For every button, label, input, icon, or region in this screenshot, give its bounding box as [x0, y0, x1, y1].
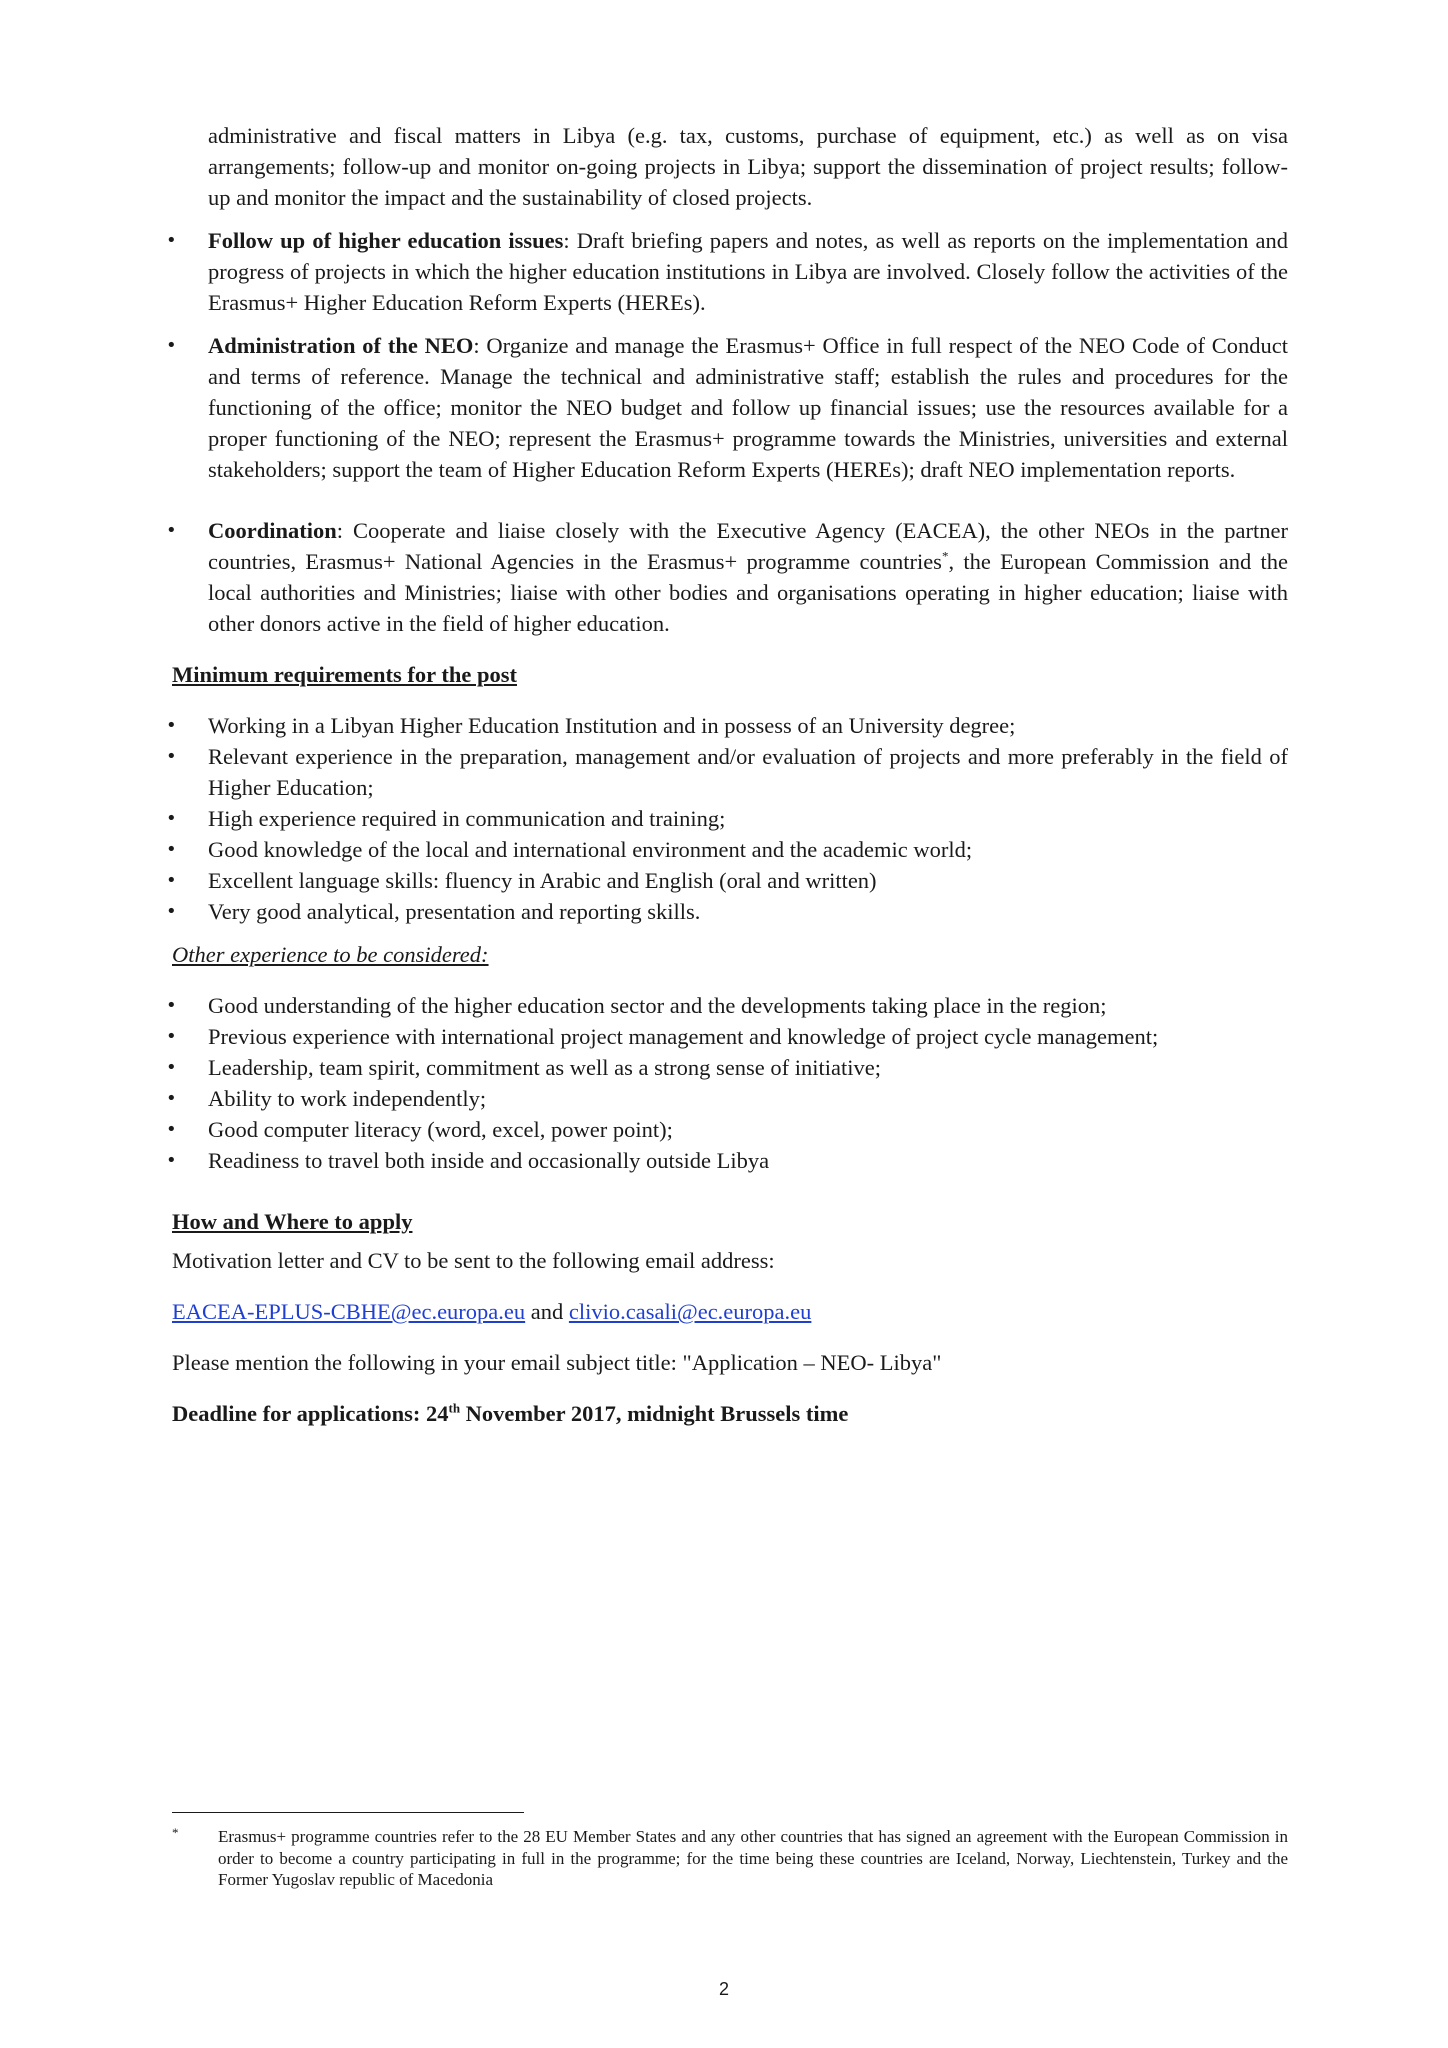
footnote	[172, 1826, 1288, 1891]
duty-text: Cooperate and liaise closely with the Executive Agency (EACEA), the other NEOs in the partner countries, Erasmus+ National Agencies in the Erasmus+ programme countries	[208, 518, 1288, 574]
list-item: • Good computer literacy (word, excel, power point);	[172, 1114, 1288, 1145]
min-requirements-heading: Minimum requirements for the post	[172, 662, 517, 687]
list-item: • Readiness to travel both inside and occasionally outside Libya	[172, 1145, 1288, 1176]
footnote-text: Erasmus+ programme countries refer to the 28 EU Member States and any other countries that has signed an agreement with the European Commission in order to become a country participating in full in the programme; for the time being these countries are Iceland, Norway, Liechtenstein, Turkey and the Former Yugoslav republic of Macedonia	[218, 1827, 1288, 1889]
list-item: • Good knowledge of the local and international environment and the academic world;	[172, 834, 1288, 865]
duty-text: Draft briefing papers and notes, as well as reports on the implementation and progress of projects in which the higher education institutions in Libya are involved. Closely follow the activities of the Erasmus+ Higher Education Reform Experts (HEREs).	[208, 228, 1288, 315]
footnote-mark: *	[172, 1825, 179, 1840]
footnote-reference: *	[941, 548, 949, 564]
list-item: • Ability to work independently;	[172, 1083, 1288, 1114]
list-item: • Relevant experience in the preparation, management and/or evaluation of projects and more preferably in the field of Higher Education;	[172, 741, 1288, 803]
min-requirements-list	[172, 710, 1288, 927]
email-link-eacea[interactable]: EACEA-EPLUS-CBHE@ec.europa.eu	[172, 1299, 526, 1324]
other-experience-heading: Other experience to be considered:	[172, 942, 489, 967]
list-item: • Excellent language skills: fluency in Arabic and English (oral and written)	[172, 865, 1288, 896]
list-item: • Very good analytical, presentation and reporting skills.	[172, 896, 1288, 927]
duty-item: • Follow up of higher education issues: Draft briefing papers and notes, as well as reports on the implementation and progress of projects in which the higher education institutions in Libya are involved. Closely follow the activities of the Erasmus+ Higher Education Reform Experts (HEREs).	[172, 225, 1288, 318]
email-link-casali[interactable]: clivio.casali@ec.europa.eu	[568, 1299, 812, 1324]
list-item: • Previous experience with international project management and knowledge of project cycle management;	[172, 1021, 1288, 1052]
other-experience-list	[172, 990, 1288, 1176]
page-number: 2	[718, 1979, 729, 1999]
apply-heading: How and Where to apply	[172, 1209, 413, 1234]
duty-title: Coordination	[208, 518, 337, 543]
list-item: • High experience required in communication and training;	[172, 803, 1288, 834]
duty-title: Administration of the NEO	[208, 333, 474, 358]
duty-item: • Administration of the NEO: Organize and manage the Erasmus+ Office in full respect of the NEO Code of Conduct and terms of reference. Manage the technical and administrative staff; establish the rules and procedures for the functioning of the office; monitor the NEO budget and follow up financial issues; use the resources available for a proper functioning of the NEO; represent the Erasmus+ programme towards the Ministries, universities and external stakeholders; support the team of Higher Education Reform Experts (HEREs); draft NEO implementation reports.	[172, 330, 1288, 485]
intro-continuation: administrative and fiscal matters in Libya (e.g. tax, customs, purchase of equipment, etc.) as well as on visa arrangements; follow-up and monitor on-going projects in Libya; support the dissemination of project results; follow-up and monitor the impact and the sustainability of closed projects.	[208, 123, 1288, 210]
apply-intro: Motivation letter and CV to be sent to the following email address:	[172, 1248, 775, 1273]
list-item: • Good understanding of the higher education sector and the developments taking place in the region;	[172, 990, 1288, 1021]
duty-text: Organize and manage the Erasmus+ Office in full respect of the NEO Code of Conduct and terms of reference. Manage the technical and administrative staff; establish the rules and procedures for the functioning of the office; monitor the NEO budget and follow up financial issues; use the resources available for a proper functioning of the NEO; represent the Erasmus+ programme towards the Ministries, universities and external stakeholders; support the team of Higher Education Reform Experts (HEREs); draft NEO implementation reports.	[208, 333, 1288, 482]
deadline: Deadline for applications: 24th November 2017, midnight Brussels time	[172, 1400, 849, 1426]
duty-text: , the European Commission and the local authorities and Ministries; liaise with other bodies and organisations operating in higher education; liaise with other donors active in the field of higher education.	[208, 549, 1289, 636]
list-item: • Working in a Libyan Higher Education Institution and in possess of an University degree;	[172, 710, 1288, 741]
footnote-separator	[172, 1812, 524, 1813]
duties-list	[172, 225, 1288, 639]
email-addresses: EACEA-EPLUS-CBHE@ec.europa.eu and clivio.casali@ec.europa.eu	[172, 1299, 812, 1324]
list-item: • Leadership, team spirit, commitment as well as a strong sense of initiative;	[172, 1052, 1288, 1083]
duty-title: Follow up of higher education issues	[208, 228, 564, 253]
subject-note: Please mention the following in your email subject title: "Application – NEO- Libya"	[172, 1350, 942, 1375]
page-content	[172, 120, 1288, 1429]
duty-item: • Coordination: Cooperate and liaise closely with the Executive Agency (EACEA), the other NEOs in the partner countries, Erasmus+ National Agencies in the Erasmus+ programme countries*, the European Commission and the local authorities and Ministries; liaise with other bodies and organisations operating in higher education; liaise with other donors active in the field of higher education.	[172, 515, 1288, 639]
